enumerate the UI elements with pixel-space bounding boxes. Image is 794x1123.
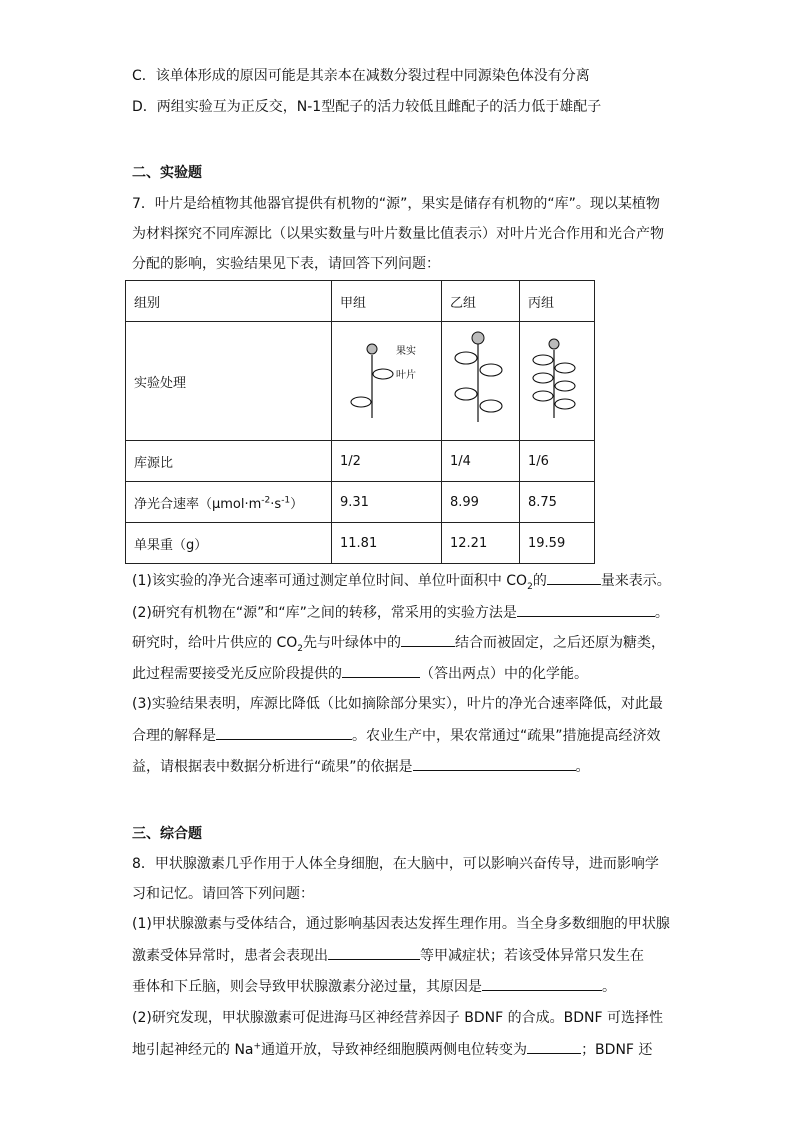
answer-blank[interactable] — [216, 725, 352, 740]
q8-part1-line1: (1)甲状腺激素与受体结合，通过影响基因表达发挥生理作用。当全身多数细胞的甲状腺 — [132, 916, 670, 932]
treatment-label: 实验处理 — [126, 322, 332, 441]
row-label-ratio: 库源比 — [126, 441, 332, 482]
q8-intro-line-2: 习和记忆。请回答下列问题： — [132, 886, 314, 902]
results-table — [125, 280, 595, 564]
cell-value: 11.81 — [332, 523, 442, 564]
plant-diagram-a — [332, 322, 433, 436]
header-group-c: 丙组 — [520, 281, 595, 322]
option-d: D．两组实验互为正反交，N-1型配子的活力较低且雌配子的活力低于雄配子 — [132, 99, 602, 115]
answer-blank[interactable] — [342, 663, 420, 678]
row-label-fruit-weight: 单果重（g） — [126, 523, 332, 564]
cell-value: 19.59 — [520, 523, 595, 564]
figure-group-a — [332, 322, 442, 441]
cell-value: 8.99 — [442, 482, 520, 523]
cell-value: 1/6 — [520, 441, 595, 482]
cell-value: 1/4 — [442, 441, 520, 482]
q8-part2-line2: 地引起神经元的 Na+通道开放，导致神经细胞膜两侧电位转变为 ；BDNF 还 — [132, 1039, 652, 1060]
cell-value: 8.75 — [520, 482, 595, 523]
plant-diagram-c — [520, 322, 586, 436]
answer-blank[interactable] — [547, 570, 601, 585]
q8-part2-line1: (2)研究发现，甲状腺激素可促进海马区神经营养因子 BDNF 的合成。BDNF 可选择性 — [132, 1010, 664, 1026]
q7-part2-line1: (2)研究有机物在“源”和“库”之间的转移，常采用的实验方法是 。 — [132, 602, 669, 623]
q7-intro-line-1: 7．叶片是给植物其他器官提供有机物的“源”，果实是储存有机物的“库”。现以某植物 — [132, 196, 660, 212]
table-row — [126, 441, 595, 482]
table-row-treatment — [126, 322, 595, 441]
table-row — [126, 482, 595, 523]
q8-intro-line-1: 8．甲状腺激素几乎作用于人体全身细胞，在大脑中，可以影响兴奋传导，进而影响学 — [132, 856, 659, 872]
answer-blank[interactable] — [527, 1039, 581, 1054]
table-row — [126, 523, 595, 564]
q7-part3-line1: (3)实验结果表明，库源比降低（比如摘除部分果实），叶片的净光合速率降低，对此最 — [132, 696, 663, 712]
figure-group-c — [520, 322, 595, 441]
q7-part3-line3: 益，请根据表中数据分析进行“疏果”的依据是 。 — [132, 756, 590, 777]
answer-blank[interactable] — [328, 945, 420, 960]
figure-group-b — [442, 322, 520, 441]
q7-intro-line-2: 为材料探究不同库源比（以果实数量与叶片数量比值表示）对叶片光合作用和光合产物 — [132, 226, 664, 242]
header-group: 组别 — [126, 281, 332, 322]
plant-diagram-b — [442, 322, 511, 436]
label-leaf: 叶片 — [396, 370, 416, 381]
option-c: C．该单体形成的原因可能是其亲本在减数分裂过程中同源染色体没有分离 — [132, 68, 590, 84]
q8-part1-line2: 激素受体异常时，患者会表现出 等甲减症状；若该受体异常只发生在 — [132, 945, 644, 966]
answer-blank[interactable] — [482, 976, 602, 991]
q7-part2-line3: 此过程需要接受光反应阶段提供的 （答出两点）中的化学能。 — [132, 663, 588, 684]
section-title-experiment: 二、实验题 — [132, 165, 202, 181]
row-label-net-photosynthesis: 净光合速率$(\mu mol\cdot m^{-2}\cdot s^{-1})$ — [126, 482, 332, 523]
answer-blank[interactable] — [401, 632, 455, 647]
label-fruit: 果实 — [396, 346, 416, 357]
section-title-comprehensive: 三、综合题 — [132, 826, 202, 842]
q8-part1-line3: 垂体和下丘脑，则会导致甲状腺激素分泌过量，其原因是 。 — [132, 976, 616, 997]
answer-blank[interactable] — [517, 602, 655, 617]
q7-part2-line2: 研究时，给叶片供应的 $CO_2$先与叶绿体中的 结合而被固定，之后还原为糖类， — [132, 632, 665, 653]
table-row-header — [126, 281, 595, 322]
header-group-a: 甲组 — [332, 281, 442, 322]
cell-value: 1/2 — [332, 441, 442, 482]
cell-value: 9.31 — [332, 482, 442, 523]
header-group-b: 乙组 — [442, 281, 520, 322]
q7-intro-line-3: 分配的影响，实验结果见下表，请回答下列问题： — [132, 256, 440, 272]
q7-part1: (1)该实验的净光合速率可通过测定单位时间、单位叶面积中 $CO_2$的 量来表示。 — [132, 570, 671, 591]
q7-part3-line2: 合理的解释是 。农业生产中，果农常通过“疏果”措施提高经济效 — [132, 725, 661, 746]
cell-value: 12.21 — [442, 523, 520, 564]
answer-blank[interactable] — [413, 756, 576, 771]
